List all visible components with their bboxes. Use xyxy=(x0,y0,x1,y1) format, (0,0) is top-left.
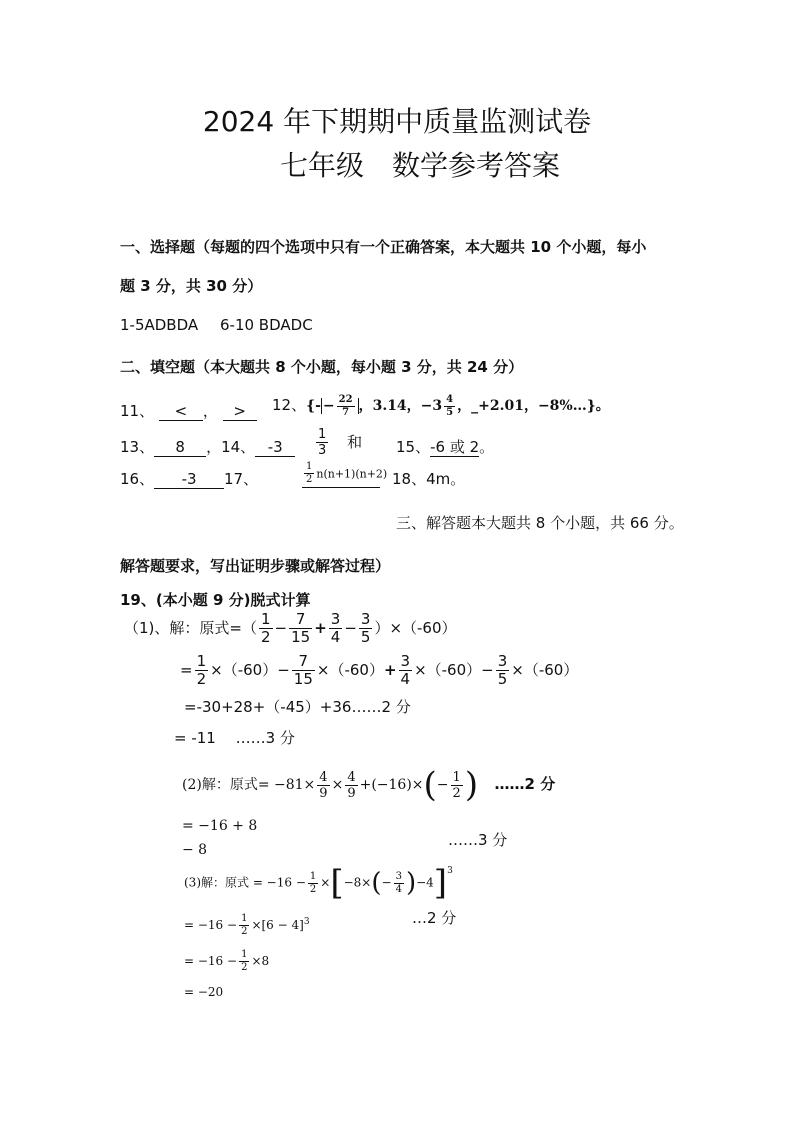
q19-p3-exponent: 3 xyxy=(447,866,453,876)
minus-sign: − xyxy=(277,661,290,679)
frac-1-2: $\frac{1}{2}$ xyxy=(260,610,271,646)
times-neg60: ×（-60） xyxy=(511,661,579,679)
q19-part2-line2: = −16 + 8 xyxy=(182,818,258,834)
q17-label: 17、 xyxy=(224,470,259,488)
q19-p3-exponent: 3 xyxy=(303,917,310,927)
right-bracket: ] xyxy=(433,863,448,903)
q19-p2-mid: +(−16)× xyxy=(359,777,424,793)
q19-p1-tail: ）×（-60） xyxy=(374,619,457,637)
q16-row xyxy=(120,468,224,489)
section1-heading-line1: 一、选择题（每题的四个选项中只有一个正确答案，本大题共 10 个小题，每小 xyxy=(120,238,647,256)
frac-4-9: $\frac{4}{9}$ xyxy=(319,769,328,801)
minus-sign: − xyxy=(381,875,392,890)
q14-fraction: $\frac{1}{3}$ xyxy=(318,427,327,458)
times-neg60: ×（-60） xyxy=(414,661,482,679)
q12-open: {- xyxy=(306,398,321,414)
q19-part1-line4: = -11 ……3 分 xyxy=(174,729,295,747)
plus-sign: + xyxy=(383,661,397,679)
q12-fraction: $\frac{22}{7}$ xyxy=(338,393,353,418)
q19-part1-line1 xyxy=(124,612,457,645)
frac-4-9: $\frac{4}{9}$ xyxy=(347,769,356,801)
q11-label: 11、 xyxy=(120,402,155,420)
equals-sign: = xyxy=(180,661,193,679)
section1-heading-line2: 题 3 分，共 30 分） xyxy=(120,277,263,295)
q14-fraction-group xyxy=(314,428,362,457)
q19-p2-score1: ……2 分 xyxy=(494,775,556,793)
q17-fraction: $\frac{1}{2}$ xyxy=(306,461,313,485)
q13-row xyxy=(120,436,295,457)
frac-1-2: $\frac{1}{2}$ xyxy=(241,949,248,973)
frac-3-4: $\frac{3}{4}$ xyxy=(400,652,411,688)
choice-answers-6-10: 6-10 BDADC xyxy=(220,316,313,334)
q19-part1-line3: =-30+28+（-45）+36……2 分 xyxy=(184,698,411,716)
q13-answer: 8 xyxy=(154,438,206,457)
q19-p3-line3a: = −16 − xyxy=(184,954,238,968)
q12-label: 12、 xyxy=(272,396,307,414)
q17-answer xyxy=(302,461,388,488)
minus-sign: − xyxy=(274,619,288,637)
frac-3-5: $\frac{3}{5}$ xyxy=(360,610,371,646)
q14-label: ，14、 xyxy=(206,438,256,456)
q19-part3-line3 xyxy=(184,950,269,973)
q19-part2-line3: − 8 xyxy=(182,842,208,858)
q19-part3-line2 xyxy=(184,914,310,937)
q19-part2-line1 xyxy=(182,765,556,805)
document-title: 2024 年下期期中质量监测试卷 xyxy=(202,105,592,138)
q12-tail: ，_+2.01，−8%…}。 xyxy=(457,398,610,414)
q12-mixed-fraction: $\frac{4}{5}$ xyxy=(446,393,454,418)
q13-label: 13、 xyxy=(120,438,155,456)
frac-3-5: $\frac{3}{5}$ xyxy=(497,652,508,688)
times-sign: × xyxy=(331,777,344,793)
q14-answer: -3 xyxy=(255,438,295,457)
frac-3-4: $\frac{3}{4}$ xyxy=(395,870,402,895)
right-paren: ) xyxy=(405,868,417,898)
times-sign: × xyxy=(320,875,331,890)
left-bracket: [ xyxy=(330,863,344,903)
q11-answer1: < xyxy=(159,402,203,421)
q19-p3-line2a: = −16 − xyxy=(184,918,238,932)
q12-row xyxy=(272,394,610,418)
q16-answer: -3 xyxy=(154,470,224,489)
q19-p3-b1: −8× xyxy=(343,875,372,890)
choice-answers-1-5: 1-5ADBDA xyxy=(120,316,199,334)
plus-sign: + xyxy=(314,619,327,637)
section3-heading: 三、解答题本大题共 8 个小题，共 66 分。 xyxy=(396,514,684,532)
minus-sign: − xyxy=(344,619,357,637)
q19-p3-line2b: ×[6 − 4] xyxy=(251,918,304,932)
minus-sign: − xyxy=(481,661,494,679)
minus-sign: − xyxy=(436,777,449,793)
q11-answer2: > xyxy=(223,402,257,421)
q19-p1-intro: （1)、解：原式=（ xyxy=(124,619,257,637)
frac-3-4: $\frac{3}{4}$ xyxy=(330,610,341,646)
q19-p3-b2: −4 xyxy=(416,875,434,890)
q19-part2-score2: ……3 分 xyxy=(448,831,508,849)
left-paren: ( xyxy=(371,868,382,898)
q11-separator: ， xyxy=(202,402,218,420)
q15-answer: -6 或 2 xyxy=(430,438,480,456)
q19-part1-line2 xyxy=(180,654,578,687)
frac-1-2: $\frac{1}{2}$ xyxy=(309,870,317,895)
q16-label: 16、 xyxy=(120,470,155,488)
document-subtitle: 七年级 数学参考答案 xyxy=(280,149,561,182)
frac-1-2: $\frac{1}{2}$ xyxy=(241,913,248,937)
q19-part3-line4: = −20 xyxy=(184,985,224,999)
q15-label: 15、 xyxy=(396,438,431,456)
q17-expression: n(n+1)(n+2) xyxy=(316,467,388,481)
frac-1-2: $\frac{1}{2}$ xyxy=(196,652,207,688)
right-paren: ) xyxy=(464,765,479,805)
q19-p3-line3b: ×8 xyxy=(251,954,270,968)
times-neg60: ×（-60） xyxy=(210,661,278,679)
q19-part3-line1 xyxy=(184,863,453,903)
q12-abs-value: − $\frac{22}{7}$ xyxy=(321,398,359,414)
q15-end: 。 xyxy=(479,438,495,456)
section2-heading: 二、填空题（本大题共 8 个小题，每小题 3 分，共 24 分） xyxy=(120,358,524,376)
q18-answer: 18、4m。 xyxy=(392,470,466,488)
frac-1-2: $\frac{1}{2}$ xyxy=(452,769,461,801)
q12-mid: ，3.14，−3 xyxy=(358,398,443,414)
q11-row xyxy=(120,400,257,421)
frac-7-15: $\frac{7}{15}$ xyxy=(293,652,313,688)
q15-row xyxy=(396,436,494,457)
frac-7-15: $\frac{7}{15}$ xyxy=(291,610,311,646)
q19-heading: 19、(本小题 9 分)脱式计算 xyxy=(120,591,311,609)
times-neg60: ×（-60） xyxy=(316,661,384,679)
q14-and: 和 xyxy=(347,433,363,451)
q19-part3-score: …2 分 xyxy=(412,909,457,927)
left-paren: ( xyxy=(423,765,437,805)
section3-note: 解答题要求，写出证明步骤或解答过程） xyxy=(120,557,391,575)
q19-p3-intro: (3)解：原式 = −16 − xyxy=(184,875,306,890)
q19-p2-intro: (2)解：原式= −81× xyxy=(182,777,316,793)
